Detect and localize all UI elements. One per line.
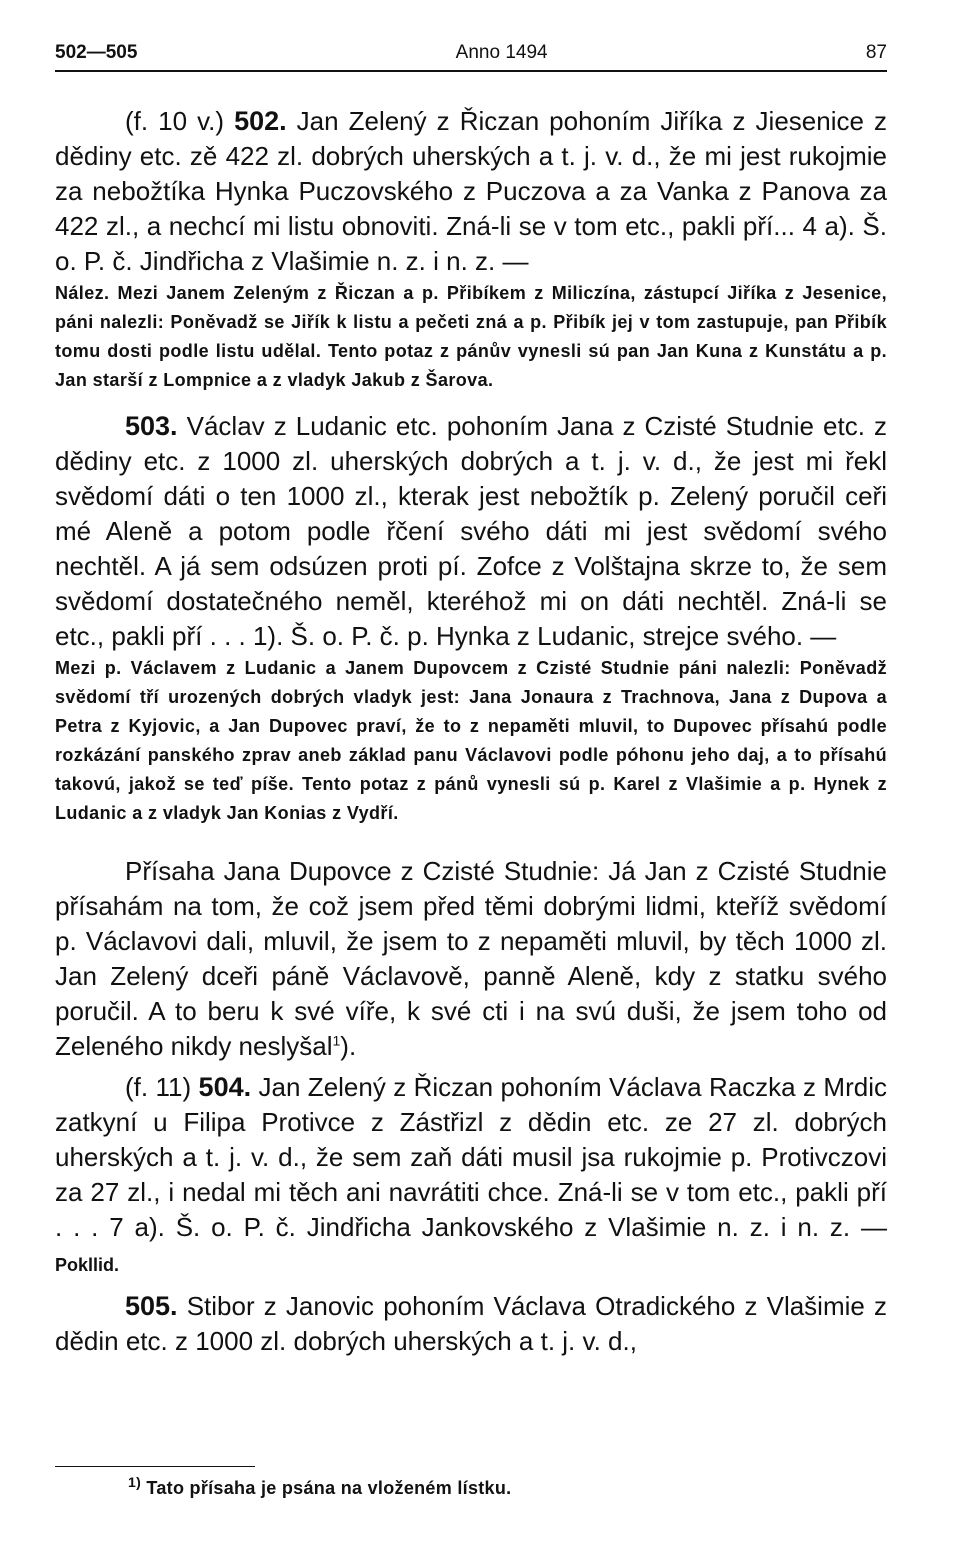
entry-502 [55, 104, 887, 395]
entry-504 [55, 1070, 887, 1283]
entry-text-large: Václav z Ludanic etc. pohoním Jana z Czisté Studnie etc. z dědiny etc. z 1000 zl. uherských dobrých a t. j. v. d., že jest mi řekl svědomí dáti o ten 1000 zl., kterak jest nebožtík p. Zelený poručil ceři mé Aleně a potom podle řčení svého dáti mi jest svědomí svého nechtěl. A já sem odsúzen proti pí. Zofce z Volštajna skrze to, že sem svědomí dostatečného neměl, kteréhož mi on dáti nechtěl. Zná-li se etc., pakli pří . . . 1). Š. o. P. č. p. Hynka z Ludanic, strejce svého. — [55, 411, 887, 651]
entry-503-ruling: Mezi p. Václavem z Ludanic a Janem Dupovcem z Czisté Studnie páni nalezli: Poněvadž svědomí tří urozených dobrých vladyk jest: Jana Jonaura z Trachnova, Jana z Dupova a Petra z Kyjovic, a Jan Dupovec praví, že to z nepaměti mluvil, to Dupovec přísahú podle rozkázání panského zprav aneb základ panu Václavovi podle póhonu jeho daj, a to přísahú takovú, jakož se teď píše. Tento potaz z pánů vynesli sú p. Karel z Vlašimie a p. Hynek z Ludanic a z vladyk Jan Konias z Vydří. [55, 658, 887, 823]
footnote-marker: 1) [128, 1474, 142, 1490]
header-rule [55, 70, 887, 72]
entry-text-large: Jan Zelený z Řiczan pohoním Jiříka z Jiesenice z dědiny etc. zě 422 zl. dobrých uherských a t. j. v. d., že mi jest rukojmie za nebožtíka Hynka Puczovského z Puczova a za Vanka z Panova za 422 zl., a nechcí mi listu obnoviti. Zná-li se v tom etc., pakli pří... 4 a). Š. o. P. č. Jindřicha z Vlašimie n. z. i n. z. — [55, 106, 887, 276]
entry-number: 505. [125, 1291, 178, 1321]
entry-505-text [55, 1289, 887, 1359]
entry-text-large: Stibor z Janovic pohoním Václava Otradického z Vlašimie z dědin etc. z 1000 zl. dobrých uherských a t. j. v. d., [55, 1291, 887, 1356]
footnote [128, 1474, 512, 1499]
entry-502-text [55, 104, 887, 279]
entry-503 [55, 409, 887, 828]
footnote-ref: 1 [332, 1032, 341, 1049]
oath-ending: ). [340, 1031, 357, 1061]
running-header [55, 38, 887, 68]
footnote-text: Tato přísaha je psána na vloženém lístku. [146, 1478, 512, 1498]
oath-text [55, 854, 887, 1064]
oath-body: Přísaha Jana Dupovce z Czisté Studnie: Já Jan z Czisté Studnie přísahám na tom, že což jsem před těmi dobrými lidmi, kteříž svědomí p. Václavovi dali, mluvil, že jsem to z nepaměti mluvil, by těch 1000 zl. Jan Zelený dceři páně Václavově, panně Aleně, kdy z statku svého poručil. A to beru k své víře, k své cti i na svú duši, že jsem toho od Zeleného nikdy neslyšal [55, 856, 887, 1061]
oath-section [55, 854, 887, 1064]
folio-ref: (f. 11) [125, 1072, 192, 1102]
footnote-rule [55, 1466, 255, 1467]
entry-number: 503. [125, 411, 178, 441]
entry-number: 502. [234, 106, 287, 136]
entry-505 [55, 1289, 887, 1359]
page-body [55, 104, 887, 1365]
entry-503-text [55, 409, 887, 654]
entry-number: 504. [198, 1072, 252, 1102]
entry-range: 502—505 [55, 42, 138, 63]
entry-text-large: Jan Zelený z Řiczan pohoním Václava Raczka z Mrdic zatkyní u Filipa Protivce z Zástřizl z dědin etc. ze 27 zl. dobrých uherských a t. j. v. d., že sem zaň dáti musil jsa rukojmie p. Protivczovi za 27 zl., i nedal mi těch ani navrátiti chce. Zná-li se v tom etc., pakli pří . . . 7 a). Š. o. P. č. Jindřicha Jankovského z Vlašimie n. z. i n. z. — [55, 1072, 887, 1242]
page-number: 87 [865, 42, 887, 63]
folio-ref: (f. 10 v.) [125, 106, 225, 136]
header-title: Anno 1494 [455, 42, 548, 63]
entry-504-text [55, 1070, 887, 1283]
entry-ruling: Pokllid. [55, 1255, 120, 1275]
entry-502-ruling: Nález. Mezi Janem Zeleným z Řiczan a p. Přibíkem z Miliczína, zástupcí Jiříka z Jesenice, páni nalezli: Poněvadž se Jiřík k listu a pečeti zná a p. Přibík jej v tom zastupuje, pan Přibík tomu dosti podle listu udělal. Tento potaz z pánův vynesli sú pan Jan Kuna z Kunstátu a p. Jan starší z Lompnice a z vladyk Jakub z Šarova. [55, 283, 887, 390]
